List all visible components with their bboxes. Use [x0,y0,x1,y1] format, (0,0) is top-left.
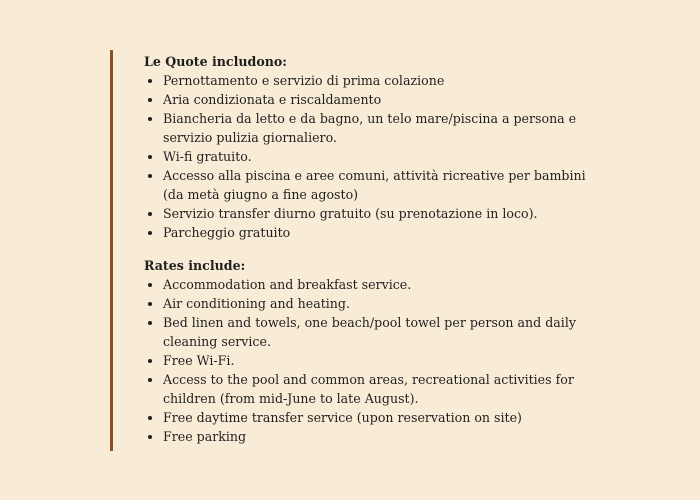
list-item: Aria condizionata e riscaldamento [144,90,604,109]
list-item: Access to the pool and common areas, recreational activities for children (from mid-June to late August). [144,370,604,408]
list-item: Free Wi-Fi. [144,351,604,370]
list-item: Parcheggio gratuito [144,223,604,242]
list-item: Bed linen and towels, one beach/pool towel per person and daily cleaning service. [144,313,604,351]
italian-rates-section [144,52,604,242]
english-rates-heading: Rates include: [144,258,246,273]
list-item: Accommodation and breakfast service. [144,275,604,294]
list-item: Free daytime transfer service (upon reservation on site) [144,408,604,427]
list-item: Biancheria da letto e da bagno, un telo mare/piscina a persona e servizio pulizia giornaliero. [144,109,604,147]
list-item: Pernottamento e servizio di prima colazione [144,71,604,90]
italian-rates-heading: Le Quote includono: [144,54,287,69]
accent-vertical-rule [110,50,113,451]
list-item: Wi-fi gratuito. [144,147,604,166]
list-item: Air conditioning and heating. [144,294,604,313]
list-item: Accesso alla piscina e aree comuni, attività ricreative per bambini (da metà giugno a fine agosto) [144,166,604,204]
list-item: Free parking [144,427,604,446]
rates-content [144,52,604,446]
english-rates-section [144,256,604,446]
list-item: Servizio transfer diurno gratuito (su prenotazione in loco). [144,204,604,223]
english-rates-list [144,275,604,446]
italian-rates-list [144,71,604,242]
